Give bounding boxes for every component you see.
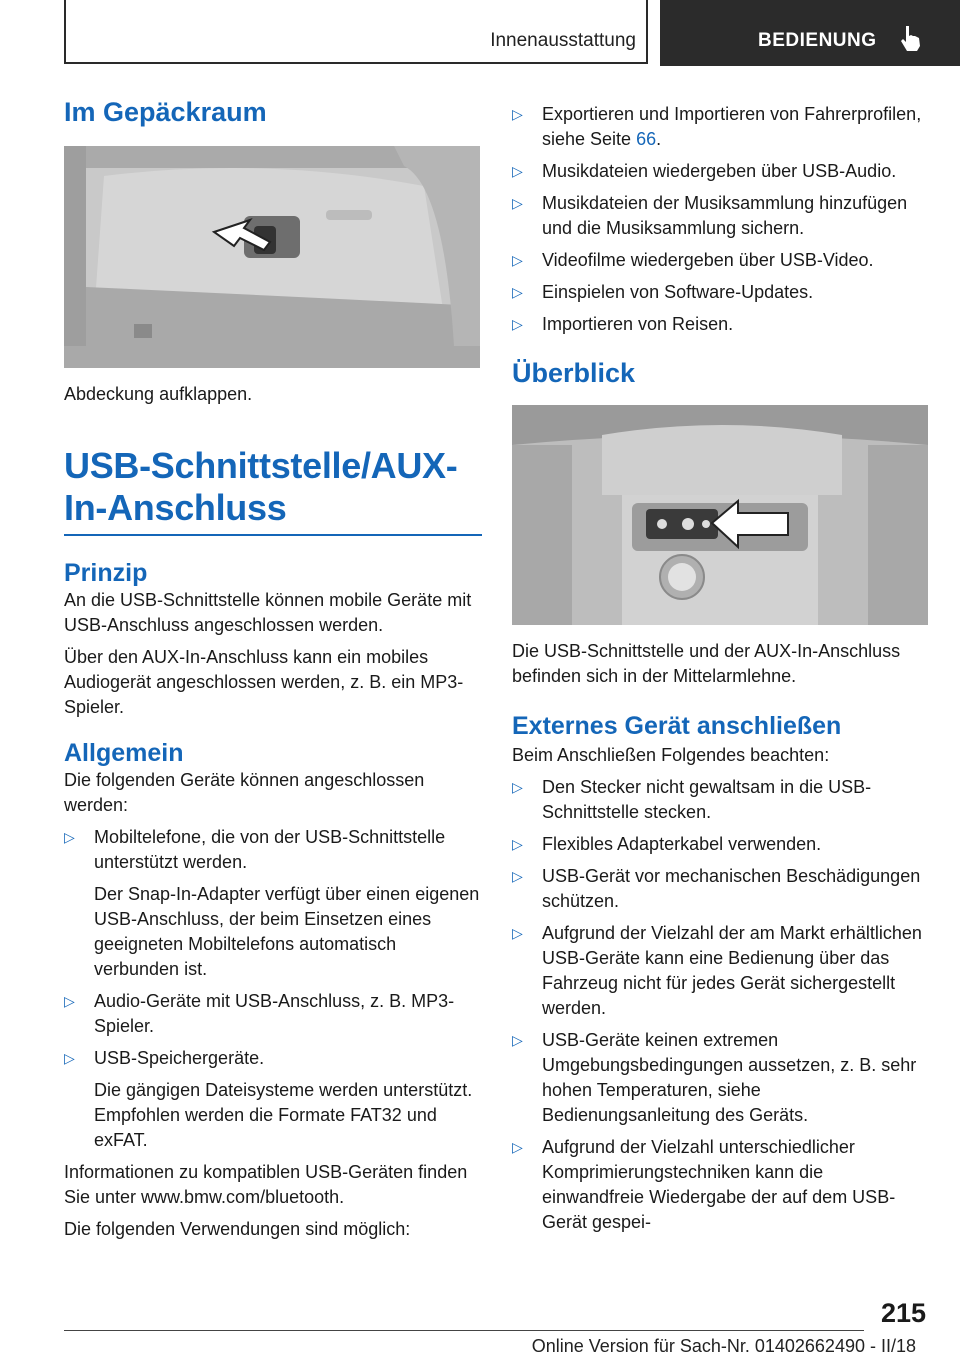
list-item: ▷ Aufgrund der Vielzahl unterschiedlicher Komprimierungstechniken kann die einwandfreie Wiedergabe der auf dem USB-Gerät gespei- <box>512 1136 896 1232</box>
heading-externes-geraet: Externes Gerät anschließen <box>512 711 842 740</box>
triangle-bullet-icon: ▷ <box>512 1138 523 1155</box>
triangle-bullet-icon: ▷ <box>512 1031 523 1048</box>
uses-intro: Die folgenden Verwendungen sind möglich: <box>64 1218 411 1239</box>
info-paragraph: Informationen zu kompatiblen USB-Geräten finden Sie unter www.bmw.com/bluetooth. <box>64 1161 468 1207</box>
list-item: ▷ Musikdateien wiedergeben über USB-Audio. <box>512 159 930 184</box>
list-item: ▷ Einspielen von Software-Updates. <box>512 280 930 305</box>
triangle-bullet-icon: ▷ <box>64 828 75 845</box>
triangle-bullet-icon: ▷ <box>512 195 523 211</box>
heading-ueberblick: Überblick <box>512 358 636 388</box>
list-item: ▷ Exportieren und Importieren von Fahrerprofilen, siehe Seite 66. <box>512 104 922 149</box>
prinzip-paragraph-2: Über den AUX-In-Anschluss kann ein mobiles Audiogerät angeschlossen werden, z. B. ein MP3-Spieler. <box>64 646 464 717</box>
heading-prinzip: Prinzip <box>64 558 148 587</box>
heading-gepaeckraum: Im Gepäckraum <box>64 97 267 127</box>
list-item: ▷ Musikdateien der Musiksammlung hinzufügen und die Musiksammlung sichern. <box>512 193 908 238</box>
triangle-bullet-icon: ▷ <box>512 867 523 884</box>
triangle-bullet-icon: ▷ <box>512 284 523 300</box>
chapter-tab-label: BEDIENUNG <box>758 30 877 51</box>
caption-gepaeckraum: Abdeckung aufklappen. <box>64 383 253 404</box>
list-item-note: Die gängigen Dateisysteme werden unterstützt. Empfohlen werden die Formate FAT32 und exFAT. <box>94 1079 473 1150</box>
triangle-bullet-icon: ▷ <box>512 835 523 852</box>
triangle-bullet-icon: ▷ <box>512 924 523 941</box>
list-item: ▷ Aufgrund der Vielzahl der am Markt erhältlichen USB-Geräte kann eine Bedienung über das Fahrzeug nicht für jedes Gerät sichergestellt werden. <box>512 922 922 1018</box>
triangle-bullet-icon: ▷ <box>64 1049 75 1066</box>
footer-online-version: Online Version für Sach-Nr. 01402662490 - II/18 <box>531 1336 916 1356</box>
photo-center-armrest <box>512 405 928 625</box>
uses-list <box>512 102 930 337</box>
footer-divider <box>64 1330 864 1331</box>
list-item: ▷ Audio-Geräte mit USB-Anschluss, z. B. MP3-Spieler. <box>64 990 455 1036</box>
device-list <box>64 825 482 1153</box>
triangle-bullet-icon: ▷ <box>512 778 523 795</box>
photo-luggage-compartment <box>64 146 480 368</box>
heading-allgemein: Allgemein <box>64 738 184 767</box>
right-column <box>512 102 930 1235</box>
list-item: ▷ Videofilme wiedergeben über USB-Video. <box>512 248 930 273</box>
list-item: ▷ Flexibles Adapterkabel verwenden. <box>512 832 930 857</box>
allgemein-intro: Die folgenden Geräte können angeschlossen werden: <box>64 769 425 815</box>
list-item: ▷ Den Stecker nicht gewaltsam in die USB-Schnittstelle stecken. <box>512 776 872 822</box>
extern-intro: Beim Anschließen Folgendes beachten: <box>512 744 830 765</box>
triangle-bullet-icon: ▷ <box>512 106 523 122</box>
caption-ueberblick: Die USB-Schnittstelle und der AUX-In-Anschluss befinden sich in der Mittelarmlehne. <box>512 640 901 686</box>
list-item: ▷ USB-Speichergeräte. Die gängigen Dateisysteme werden unterstützt. Empfohlen werden die Formate FAT32 und exFAT. <box>64 1046 482 1153</box>
prinzip-paragraph-1: An die USB-Schnittstelle können mobile Geräte mit USB-Anschluss angeschlossen werden. <box>64 589 472 635</box>
list-item-note: Der Snap-In-Adapter verfügt über einen eigenen USB-Anschluss, der beim Einsetzen eines geeigneten Mobiltelefons automatisch verbunden ist. <box>94 883 480 979</box>
triangle-bullet-icon: ▷ <box>512 316 523 332</box>
list-item: ▷ USB-Geräte keinen extremen Umgebungsbedingungen aussetzen, z. B. sehr hohen Temperaturen, siehe Bedienungsanleitung des Geräts. <box>512 1029 917 1125</box>
left-column <box>64 96 482 1242</box>
rules-list <box>512 775 930 1235</box>
list-item: ▷ Mobiltelefone, die von der USB-Schnittstelle unterstützt werden. Der Snap-In-Adapter verfügt über einen eigenen USB-Anschluss, der beim Einsetzen eines geeigneten Mobiltelefons automatisch verbunden ist. <box>64 825 482 982</box>
chapter-tab[interactable] <box>660 0 960 66</box>
page-number: 215 <box>880 1298 926 1328</box>
triangle-bullet-icon: ▷ <box>512 163 523 179</box>
page-link[interactable]: 66 <box>636 129 657 149</box>
list-item: ▷ Importieren von Reisen. <box>512 312 930 337</box>
list-item: ▷ USB-Gerät vor mechanischen Beschädigungen schützen. <box>512 865 921 911</box>
header-section-title: Innenausstattung <box>490 30 636 51</box>
triangle-bullet-icon: ▷ <box>64 992 75 1009</box>
hand-pointer-icon <box>898 24 924 57</box>
page-main-title: USB-Schnittstelle/AUX-In-Anschluss <box>64 445 482 536</box>
triangle-bullet-icon: ▷ <box>512 252 523 268</box>
